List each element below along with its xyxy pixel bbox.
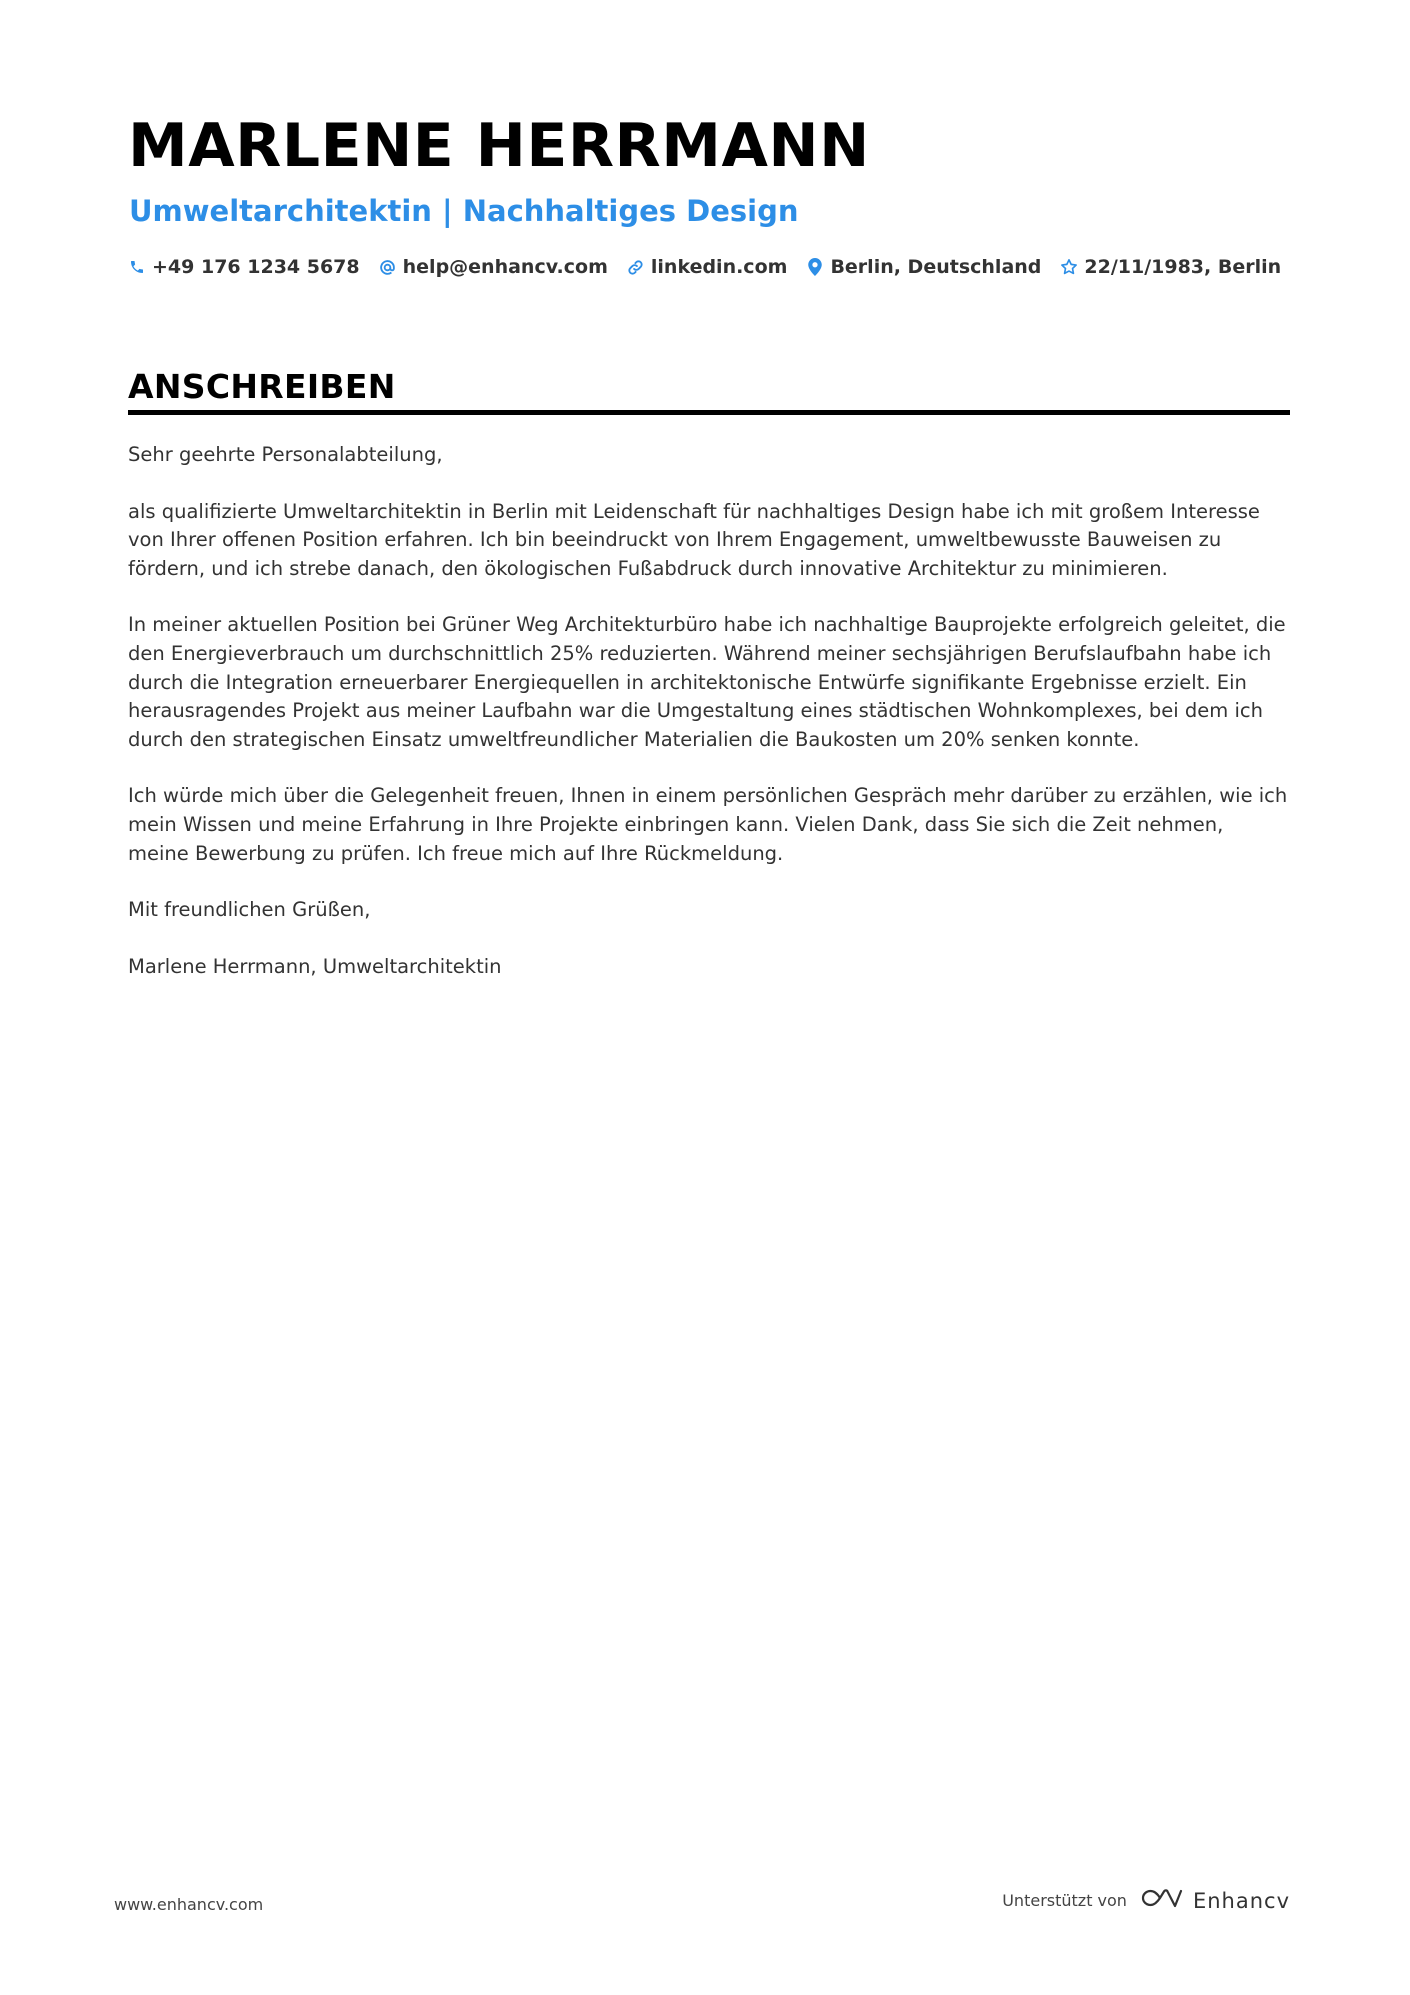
- letter-paragraph: In meiner aktuellen Position bei Grüner Weg Architekturbüro habe ich nachhaltige Bauprojekte erfolgreich geleitet, die den Energieverbrauch um durchschnittlich 25% reduzierten. Während meiner sechsjährigen Berufslaufbahn habe ich durch die Integration erneuerbarer Energiequellen in architektonische Entwürfe signifikante Ergebnisse erzielt. Ein herausragendes Projekt aus meiner Laufbahn war die Umgestaltung eines städtischen Wohnkomplexes, bei dem ich durch den strategischen Einsatz umweltfreundlicher Materialien die Baukosten um 20% senken konnte.: [128, 613, 1286, 751]
- contact-phone: [128, 256, 360, 278]
- contact-location-text: Berlin, Deutschland: [830, 256, 1042, 278]
- section-title: ANSCHREIBEN: [128, 367, 396, 406]
- letter-signature: Marlene Herrmann, Umweltarchitektin: [128, 954, 502, 978]
- powered-by[interactable]: [1002, 1886, 1290, 1915]
- letter-paragraph: Ich würde mich über die Gelegenheit freuen, Ihnen in einem persönlichen Gespräch mehr darüber zu erzählen, wie ich mein Wissen und meine Erfahrung in Ihre Projekte einbringen kann. Vielen Dank, dass Sie sich die Zeit nehmen, meine Bewerbung zu prüfen. Ich freue mich auf Ihre Rückmeldung.: [128, 784, 1288, 865]
- contact-birth: [1060, 256, 1281, 278]
- enhancv-brand: Enhancv: [1192, 1888, 1290, 1913]
- contact-email[interactable]: [379, 256, 608, 278]
- section-divider: [128, 410, 1290, 415]
- letter-salutation: Sehr geehrte Personalabteilung,: [128, 443, 443, 466]
- location-pin-icon: [806, 258, 824, 276]
- contact-linkedin[interactable]: [627, 256, 788, 278]
- contact-location: [806, 256, 1041, 278]
- footer-url[interactable]: www.enhancv.com: [114, 1895, 264, 1914]
- link-icon: [627, 258, 645, 276]
- contact-email-text[interactable]: help@enhancv.com: [402, 256, 608, 278]
- enhancv-logo-icon: [1139, 1886, 1185, 1915]
- phone-icon: [128, 258, 146, 276]
- contact-linkedin-text[interactable]: linkedin.com: [650, 256, 788, 278]
- letter-paragraph: als qualifizierte Umweltarchitektin in Berlin mit Leidenschaft für nachhaltiges Design habe ich mit großem Interesse von Ihrer offenen Position erfahren. Ich bin beeindruckt von Ihrem Engagement, umweltbewusste Bauweisen zu fördern, und ich strebe danach, den ökologischen Fußabdruck durch innovative Architektur zu minimieren.: [128, 499, 1260, 580]
- letter-closing: Mit freundlichen Grüßen,: [128, 898, 371, 922]
- letter-body: [128, 441, 1290, 1009]
- job-title: Umweltarchitektin | Nachhaltiges Design: [129, 194, 799, 228]
- powered-by-label: Unterstützt von: [1002, 1891, 1127, 1910]
- star-icon: [1060, 258, 1078, 276]
- contact-bar: [128, 252, 1300, 282]
- contact-birth-text: 22/11/1983, Berlin: [1084, 256, 1282, 278]
- at-icon: [379, 258, 397, 276]
- contact-phone-text: +49 176 1234 5678: [152, 256, 360, 278]
- applicant-name: MARLENE HERRMANN: [128, 111, 870, 181]
